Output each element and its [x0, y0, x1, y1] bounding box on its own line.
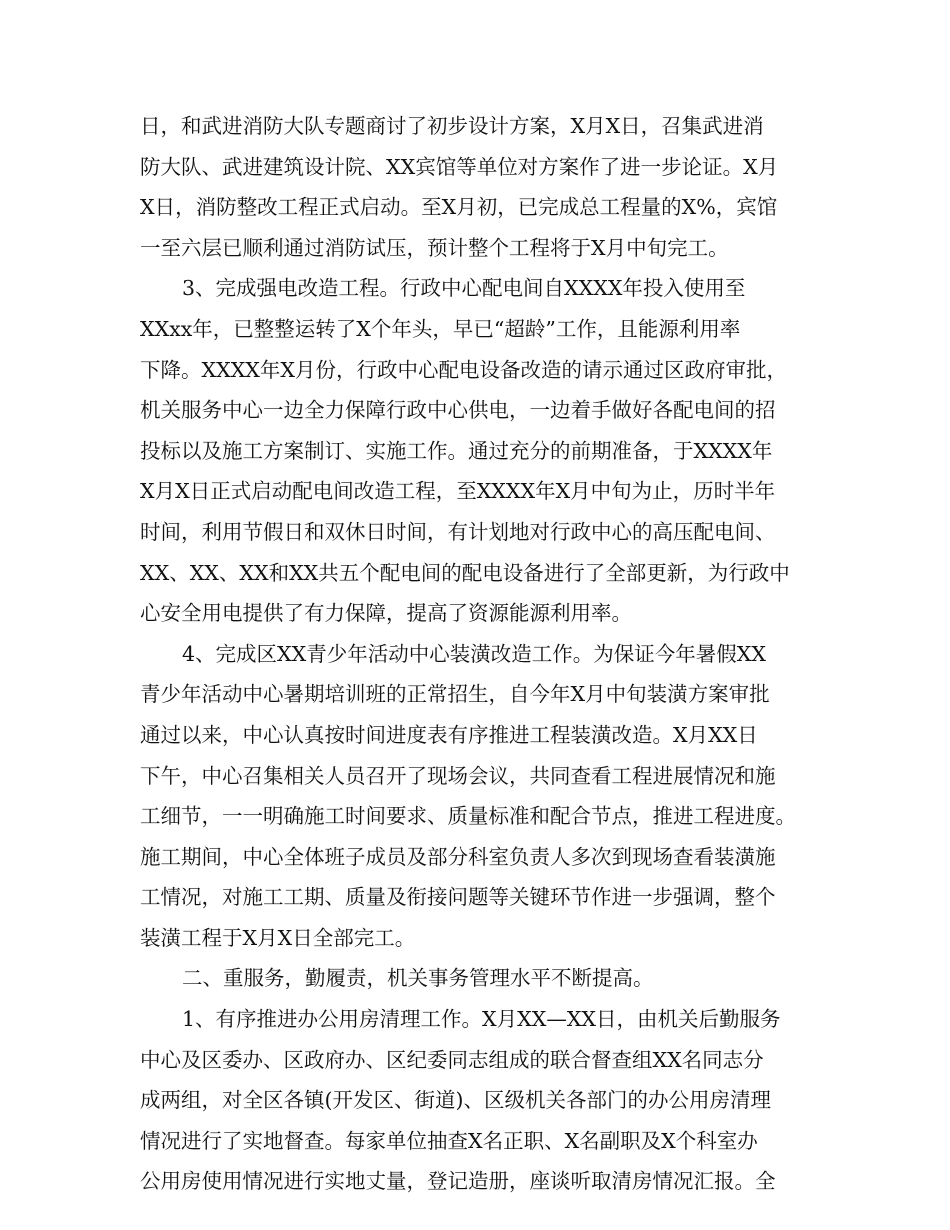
text-line: 时间，利用节假日和双休日时间，有计划地对行政中心的高压配电间、	[140, 519, 776, 544]
text-line: 防大队、武进建筑设计院、XX宾馆等单位对方案作了进一步论证。X月	[140, 154, 779, 179]
text-line: 机关服务中心一边全力保障行政中心供电，一边着手做好各配电间的招	[140, 398, 776, 423]
document-body	[140, 106, 820, 1202]
text-line: 3、完成强电改造工程。行政中心配电间自XXXX年投入使用至	[182, 276, 746, 301]
text-line: 一至六层已顺利通过消防试压，预计整个工程将于X月中旬完工。	[140, 235, 729, 260]
text-line: 工情况，对施工工期、质量及衔接问题等关键环节作进一步强调，整个	[140, 885, 776, 910]
text-line: 下降。XXXX年X月份，行政中心配电设备改造的请示通过区政府审批，	[140, 357, 787, 382]
text-line: 公用房使用情况进行实地丈量，登记造册，座谈听取清房情况汇报。全	[140, 1169, 776, 1194]
text-line: 二、重服务，勤履责，机关事务管理水平不断提高。	[182, 966, 654, 991]
text-line: 中心及区委办、区政府办、区纪委同志组成的联合督查组XX名同志分	[140, 1047, 764, 1072]
text-line: X月X日正式启动配电间改造工程，至XXXX年X月中旬为止，历时半年	[140, 479, 776, 504]
text-line: 日，和武进消防大队专题商讨了初步设计方案，X月X日，召集武进消	[140, 114, 764, 138]
text-line: 4、完成区XX青少年活动中心装潢改造工作。为保证今年暑假XX	[182, 641, 766, 666]
text-line: XX、XX、XX和XX共五个配电间的配电设备进行了全部更新，为行政中	[140, 560, 790, 585]
text-line: 情况进行了实地督查。每家单位抽查X名正职、X名副职及X个科室办	[140, 1128, 758, 1153]
text-line: 工细节，一一明确施工时间要求、质量标准和配合节点，推进工程进度。	[140, 804, 796, 829]
text-line: 1、有序推进办公用房清理工作。X月XX—XX日，由机关后勤服务	[182, 1007, 781, 1032]
text-line: 通过以来，中心认真按时间进度表有序推进工程装潢改造。X月XX日	[140, 722, 758, 747]
text-line: X日，消防整改工程正式启动。至X月初，已完成总工程量的X%，宾馆	[140, 195, 778, 220]
text-line: 心安全用电提供了有力保障，提高了资源能源利用率。	[140, 601, 632, 626]
text-line: 青少年活动中心暑期培训班的正常招生，自今年X月中旬装潢方案审批	[140, 682, 770, 707]
text-line: 投标以及施工方案制订、实施工作。通过充分的前期准备，于XXXX年	[140, 438, 773, 463]
text-line: 下午，中心召集相关人员召开了现场会议，共同查看工程进展情况和施	[140, 763, 776, 788]
text-line: 装潢工程于X月X日全部完工。	[140, 925, 416, 950]
text-line: 成两组，对全区各镇(开发区、街道)、区级机关各部门的办公用房清理	[140, 1088, 771, 1113]
text-line: 施工期间，中心全体班子成员及部分科室负责人多次到现场查看装潢施	[140, 844, 776, 869]
text-line: XXxx年，已整整运转了X个年头，早已“超龄”工作，且能源利用率	[140, 316, 741, 341]
